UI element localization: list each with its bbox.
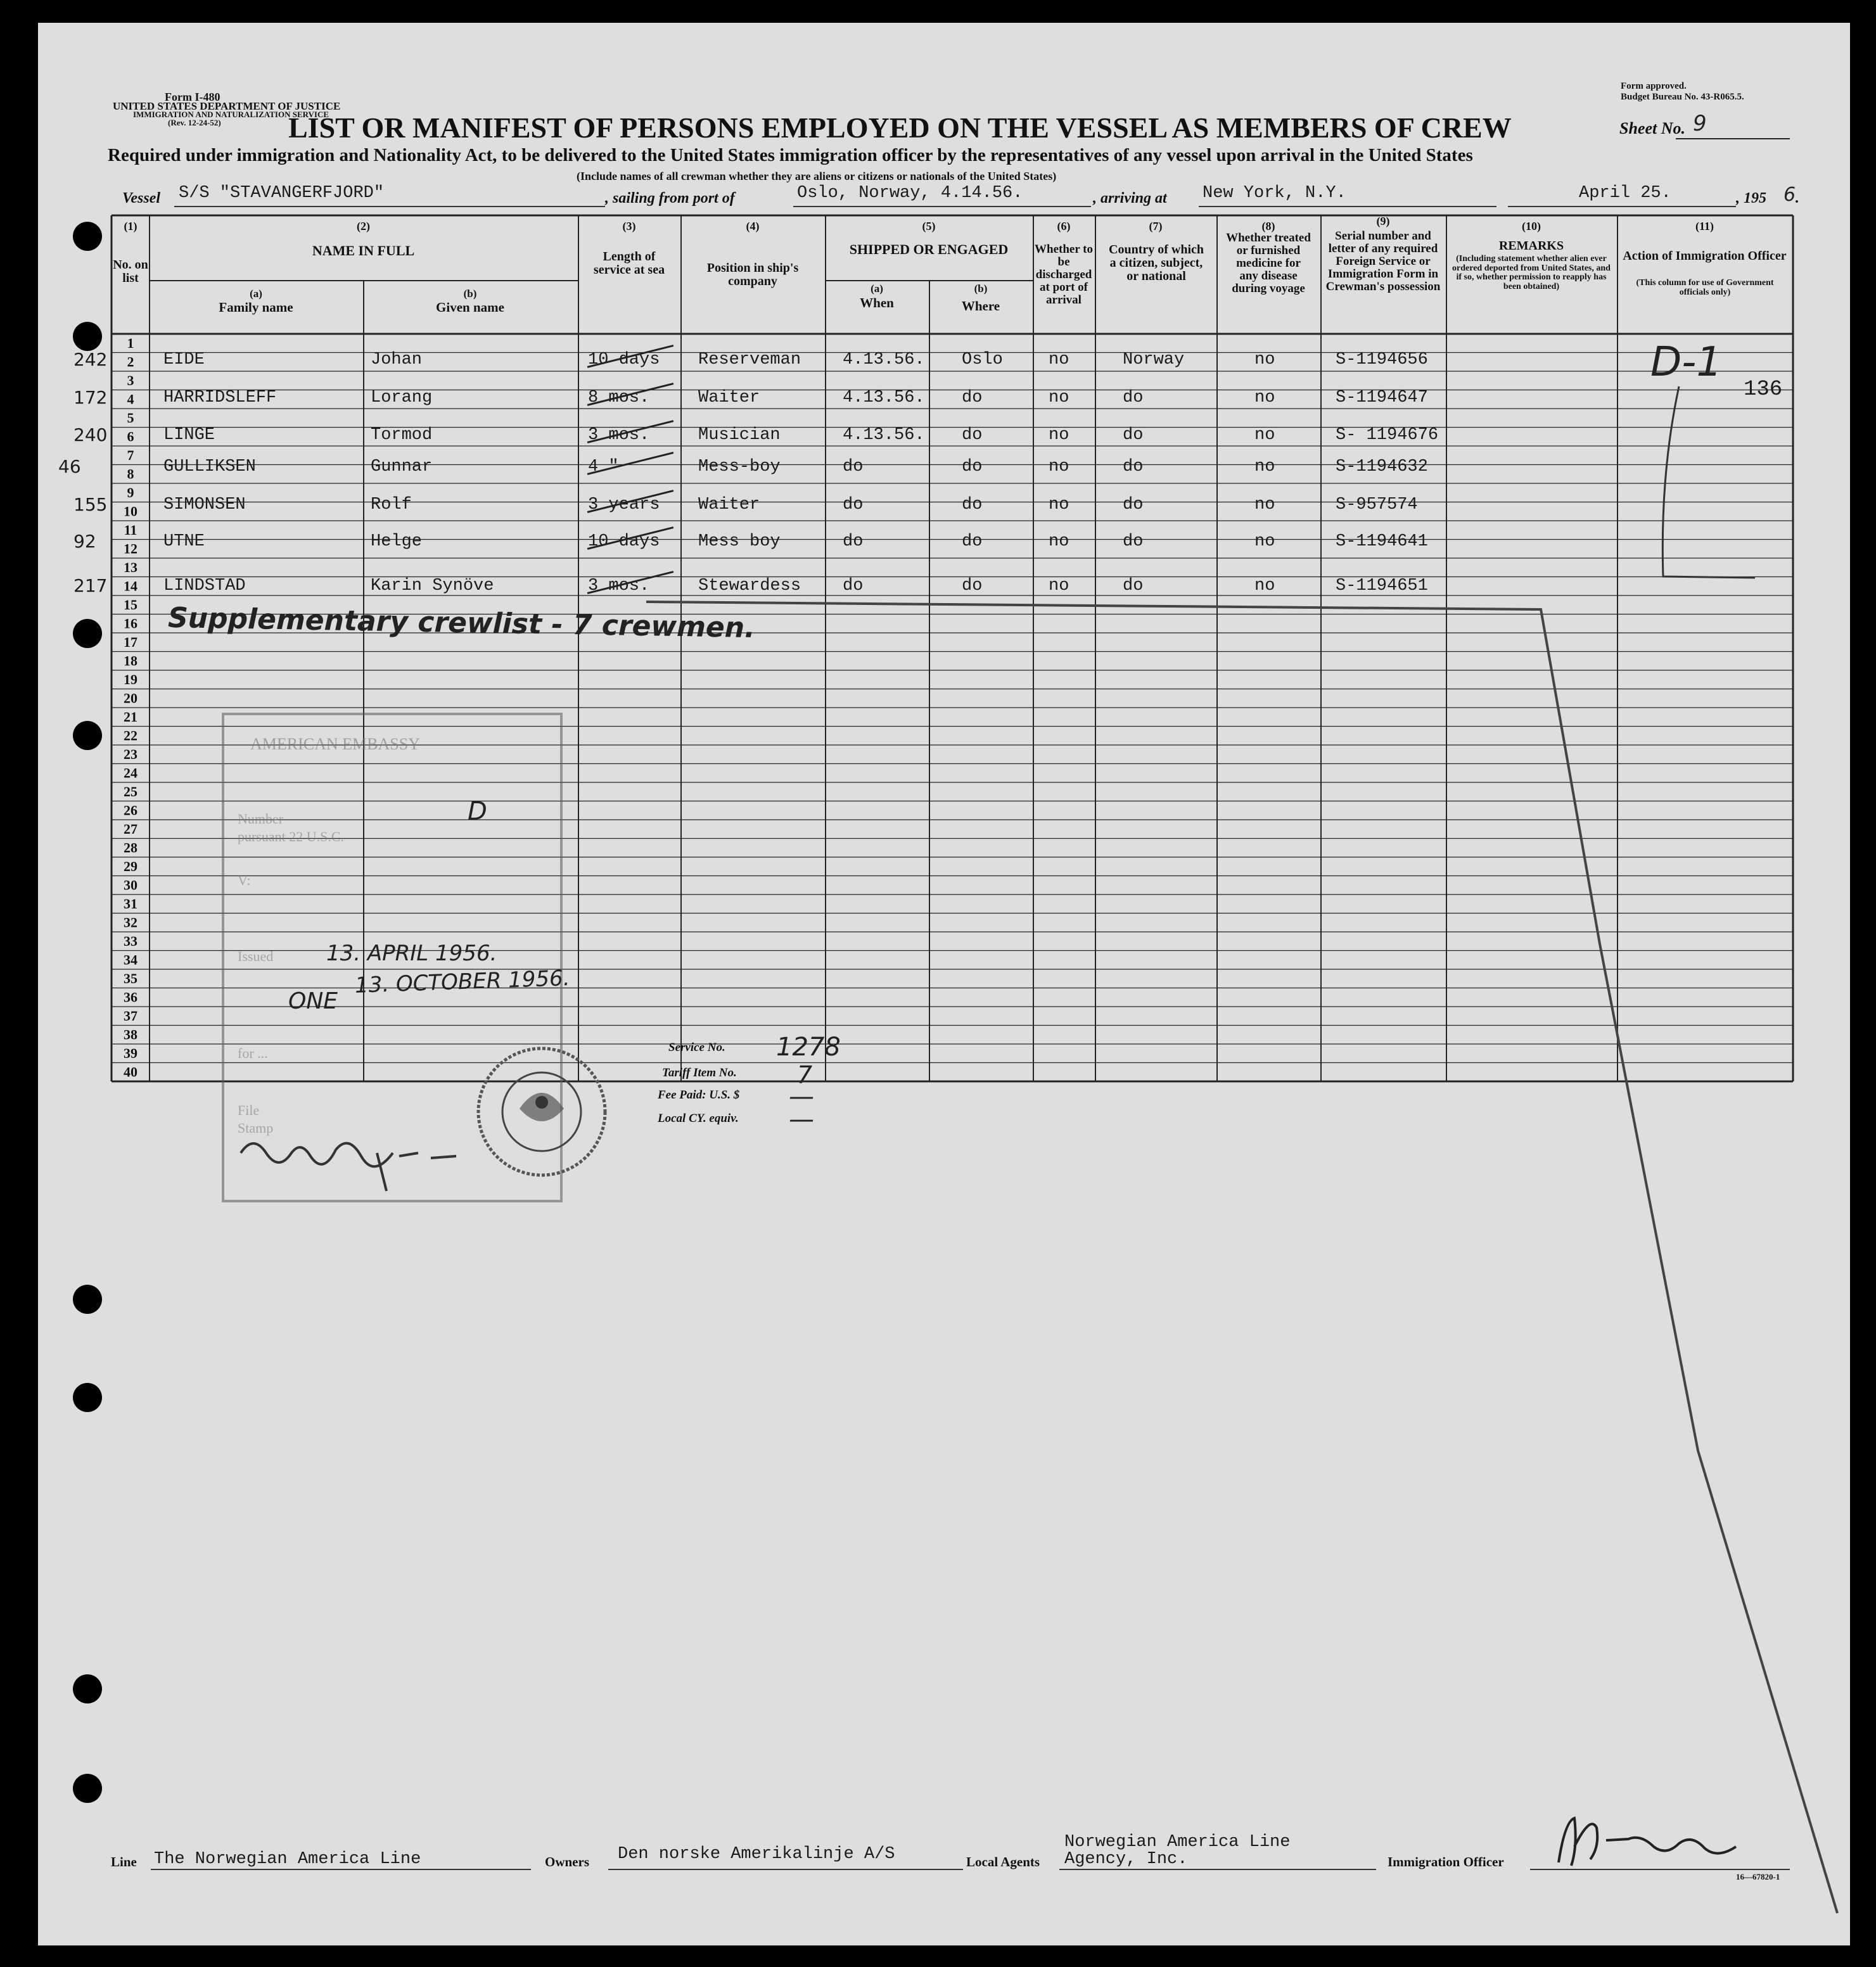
form-title: LIST OR MANIFEST OF PERSONS EMPLOYED ON THE VESSEL AS MEMBERS OF CREW [288,111,1512,144]
line-underline [151,1869,531,1870]
stamp-date-issued: 13. APRIL 1956. [326,941,497,966]
owners-name: Den norske Amerikalinje A/S [618,1845,895,1864]
sailing-from: Oslo, Norway, 4.14.56. [797,184,1023,203]
crew-country: do [1123,457,1144,476]
col10-header: REMARKS [1498,239,1564,253]
crew-when: 4.13.56. [843,426,925,445]
crew-family: LINGE [163,426,215,445]
crew-family: HARRIDSLEFF [163,388,277,407]
crew-serial: S- 1194676 [1336,426,1439,445]
supplementary-note: Supplementary crewlist - 7 crewmen. [167,601,756,645]
col1-num: (1) [124,220,137,232]
row-number: 19 [124,672,137,688]
row-number: 3 [127,372,134,389]
service-number: 1278 [776,1033,841,1062]
officer-mark: D-1 [1650,339,1723,386]
col8-num: (8) [1261,220,1275,232]
crew-given: Johan [371,350,423,369]
row-number: 20 [124,690,137,706]
arriving-label: , arriving at [1093,190,1167,207]
crew-when: do [843,457,864,476]
crew-medicine: no [1254,350,1275,369]
crew-discharged: no [1049,576,1069,595]
row-number: 7 [127,447,134,464]
col11-num: (11) [1695,220,1714,232]
col5a-header: When [860,295,894,310]
crew-serial: S-1194656 [1336,350,1428,369]
row-number: 31 [124,896,137,912]
owners-label: Owners [545,1854,589,1869]
crew-discharged: no [1049,532,1069,551]
agents-name-1: Norwegian America Line [1064,1833,1291,1852]
crew-discharged: no [1049,350,1069,369]
col1-header: No. on list [113,258,148,285]
row-number: 28 [124,839,137,856]
officer-signature [1546,1809,1749,1872]
crew-country: do [1123,576,1144,595]
crew-discharged: no [1049,388,1069,407]
row-number: 15 [124,597,137,613]
crew-country: Norway [1123,350,1185,369]
crew-service: 10 days [588,350,660,369]
margin-note: 172 [73,387,108,408]
crew-serial: S-1194641 [1336,532,1428,551]
crew-service: 3 mos. [588,426,650,445]
crew-given: Helge [371,532,423,551]
service-name: IMMIGRATION AND NATURALIZATION SERVICE [133,110,329,119]
crew-medicine: no [1254,457,1275,476]
stamp-date-expires: 13. OCTOBER 1956. [354,965,571,998]
crew-given: Lorang [371,388,433,407]
crew-position: Waiter [698,495,760,514]
row-number: 6 [127,428,134,445]
row-number: 22 [124,727,137,744]
row-number: 17 [124,634,137,651]
col5-num: (5) [922,220,936,232]
crew-country: do [1123,388,1144,407]
form-number: Form I-480 [165,91,220,103]
fee-label: Fee Paid: U.S. $ [658,1088,740,1102]
crew-service: 4 " [588,457,619,476]
crew-medicine: no [1254,576,1275,595]
stamp-faded-text: for ... [238,1045,268,1061]
crew-medicine: no [1254,426,1275,445]
row-number: 14 [124,578,137,594]
col4-header: Position in ship's company [706,261,799,288]
col2-header: NAME IN FULL [312,243,415,258]
row-number: 32 [124,914,137,931]
row-number: 36 [124,989,137,1005]
signature-stamp [228,1128,494,1197]
vessel-name: S/S "STAVANGERFJORD" [179,184,385,203]
margin-note: 240 [73,424,108,445]
col10-num: (10) [1522,220,1541,232]
crew-given: Rolf [371,495,412,514]
crew-where: do [962,457,983,476]
crew-country: do [1123,532,1144,551]
col10-note: (Including statement whether alien ever ordered deported from United States, and if so, whether permission to reapply has been obtained) [1452,254,1611,292]
col7-header: Country of which a citizen, subject, or national [1109,243,1204,283]
crew-position: Reserveman [698,350,801,369]
crew-family: GULLIKSEN [163,457,256,476]
local-equiv-label: Local CY. equiv. [658,1112,739,1125]
row-number: 18 [124,652,137,669]
crew-when: do [843,532,864,551]
crew-where: do [962,532,983,551]
crew-where: do [962,388,983,407]
row-number: 29 [124,858,137,875]
line-label: Line [111,1854,137,1869]
margin-note: 46 [58,456,81,477]
col11-header: Action of Immigration Officer [1623,249,1787,263]
margin-note: 92 [73,531,96,552]
stamp-faded-text: V: [238,872,251,888]
crew-given: Karin Synöve [371,576,494,595]
include-note: (Include names of all crewman whether they are aliens or citizens or nationals of the United States) [577,170,1057,182]
row-number: 38 [124,1026,137,1043]
local-equiv-value: — [789,1105,814,1134]
crew-given: Gunnar [371,457,433,476]
col5-header: SHIPPED OR ENGAGED [849,241,1009,257]
crew-when: do [843,495,864,514]
row-number: 9 [127,485,134,501]
row-number: 30 [124,877,137,893]
crew-serial: S-957574 [1336,495,1418,514]
row-number: 26 [124,802,137,818]
col2-num: (2) [357,220,370,232]
stamp-faded-text: Number [238,811,284,827]
row-number: 1 [127,335,134,352]
sheet-label: Sheet No. [1619,119,1685,137]
crew-serial: S-1194632 [1336,457,1428,476]
crew-country: do [1123,426,1144,445]
crew-position: Mess-boy [698,457,781,476]
row-number: 2 [127,353,134,370]
margin-note: 217 [73,575,108,596]
crew-family: UTNE [163,532,205,551]
row-number: 27 [124,821,137,837]
row-number: 39 [124,1045,137,1062]
owners-underline [608,1869,963,1870]
crew-serial: S-1194647 [1336,388,1428,407]
crew-discharged: no [1049,426,1069,445]
col2a-header: Family name [219,300,293,315]
crew-where: do [962,576,983,595]
row-number: 25 [124,784,137,800]
col5a-num: (a) [871,283,883,295]
tariff-label: Tariff Item No. [662,1066,737,1079]
form-approved: Form approved. [1621,81,1687,91]
crew-medicine: no [1254,388,1275,407]
crew-service: 8 mos. [588,388,650,407]
row-number: 23 [124,746,137,763]
year-digit: 6 [1783,184,1796,206]
year-prefix: , 195 [1736,190,1766,207]
stamp-faded-text: File [238,1102,260,1118]
crew-position: Stewardess [698,576,801,595]
line-name: The Norwegian America Line [154,1850,421,1869]
crew-position: Musician [698,426,781,445]
arrival-date: April 25. [1579,184,1671,203]
stamp-faded-text: Stamp [238,1120,274,1136]
row-number: 33 [124,933,137,950]
crew-given: Tormod [371,426,433,445]
row-number: 8 [127,466,134,482]
margin-note: 155 [73,494,108,515]
crew-family: LINDSTAD [163,576,246,595]
row-number: 16 [124,615,137,632]
crew-where: do [962,426,983,445]
tariff-number: 7 [797,1061,813,1089]
officer-label: Immigration Officer [1388,1854,1504,1869]
budget-bureau: Budget Bureau No. 43-R065.5. [1621,92,1744,102]
crew-serial: S-1194651 [1336,576,1428,595]
row-number: 10 [124,503,137,519]
agents-label: Local Agents [966,1854,1040,1869]
row-number: 35 [124,971,137,987]
fee-value: — [789,1082,814,1111]
col7-num: (7) [1149,220,1163,232]
arriving-at: New York, N.Y. [1203,184,1346,203]
department: UNITED STATES DEPARTMENT OF JUSTICE [113,100,341,112]
crew-discharged: no [1049,457,1069,476]
crew-discharged: no [1049,495,1069,514]
crew-medicine: no [1254,495,1275,514]
crew-position: Waiter [698,388,760,407]
col6-header: Whether to be discharged at port of arrival [1035,243,1093,307]
vessel-label: Vessel [122,190,160,207]
row-number: 13 [124,559,137,576]
row-number: 12 [124,540,137,557]
stamp-faded-text: AMERICAN EMBASSY [250,735,420,753]
crew-service: 3 years [588,495,660,514]
col2b-header: Given name [436,300,504,315]
col3-header: Length of service at sea [593,250,665,277]
crew-position: Mess boy [698,532,781,551]
stamp-d: D [468,797,487,826]
row-number: 11 [124,522,137,538]
stamp-faded-text: pursuant 22 U.S.C. [238,829,345,844]
row-number: 4 [127,391,134,407]
revision: (Rev. 12-24-52) [168,118,221,127]
sailing-label: , sailing from port of [605,190,735,207]
row-number: 24 [124,765,137,781]
col8-header: Whether treated or furnished medicine for any disease during voyage [1226,231,1311,295]
agents-underline [1059,1869,1376,1870]
col9-num: (9) [1376,215,1390,227]
stamp-one: ONE [288,988,338,1014]
crew-when: 4.13.56. [843,350,925,369]
crew-service: 10 days [588,532,660,551]
crew-family: EIDE [163,350,205,369]
year-suffix: . [1795,190,1799,207]
agents-name-2: Agency, Inc. [1064,1850,1188,1869]
officer-bracket [1635,380,1761,608]
row-number: 21 [124,709,137,725]
row-number: 5 [127,410,134,426]
stamp-faded-text: Issued [238,948,274,964]
crew-when: 4.13.56. [843,388,925,407]
crew-medicine: no [1254,532,1275,551]
crew-country: do [1123,495,1144,514]
row-number: 37 [124,1008,137,1024]
col2b-num: (b) [463,288,477,300]
col6-num: (6) [1057,220,1071,232]
row-number: 34 [124,952,137,968]
row-number: 40 [124,1064,137,1080]
crew-family: SIMONSEN [163,495,246,514]
col9-header: Serial number and letter of any required Foreign Service or Immigration Form in Crewman's possession [1325,229,1441,293]
form-code: 16—67820-1 [1736,1872,1780,1881]
crew-where: Oslo [962,350,1003,369]
col11-note: (This column for use of Government officials only) [1636,278,1774,297]
col2a-num: (a) [250,288,262,300]
form-subtitle: Required under immigration and Nationality Act, to be delivered to the United States immigration officer by the representatives of any vessel upon arrival in the United States [108,145,1473,165]
sheet-number: 9 [1693,111,1707,136]
crew-service: 3 mos. [588,576,650,595]
margin-note: 242 [73,349,108,370]
col5b-header: Where [961,298,1000,314]
officer-number: 136 [1744,378,1783,402]
crew-where: do [962,495,983,514]
col4-num: (4) [746,220,760,232]
col3-num: (3) [622,220,636,232]
col5b-num: (b) [974,283,988,295]
service-label: Service No. [668,1041,725,1054]
crew-when: do [843,576,864,595]
